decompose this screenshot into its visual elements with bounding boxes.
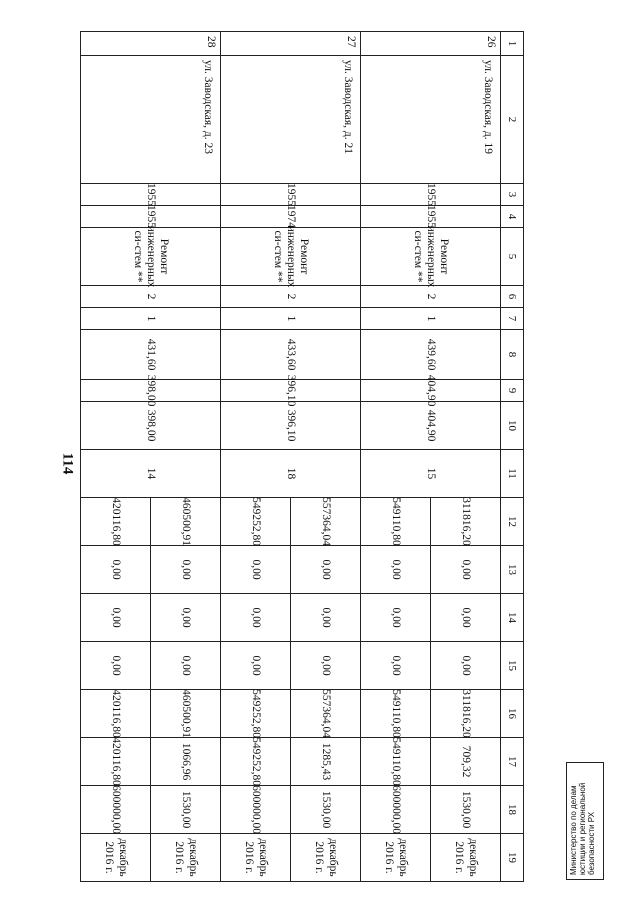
value-c17-cell: [431, 738, 501, 786]
value-c16: 549252,80: [250, 689, 263, 738]
value-c19: декабрь 2016 г.: [313, 838, 339, 877]
header-row: [501, 32, 524, 882]
column-number: 19: [501, 834, 524, 882]
value-c13: 0,00: [110, 559, 123, 580]
value-c6-cell: [81, 286, 221, 308]
value-c19: декабрь 2016 г.: [243, 838, 269, 877]
value-c10: 398,00: [145, 409, 158, 442]
value-c13-cell: [151, 546, 221, 594]
value-c15-cell: [361, 642, 431, 690]
value-c15: 0,00: [180, 655, 193, 676]
value-c14-cell: [361, 594, 431, 642]
value-c15-cell: [291, 642, 361, 690]
value-c14: 0,00: [110, 607, 123, 628]
address-cell: [81, 56, 221, 184]
value-c9-cell: [361, 374, 501, 407]
year-built: 1955: [145, 183, 158, 206]
value-c19-cell: [81, 834, 151, 882]
value-c18-cell: [221, 786, 291, 834]
value-c18: 1530,00: [460, 790, 473, 829]
column-number: 4: [501, 206, 524, 228]
year-2: 1955: [425, 205, 438, 228]
column-number: 5: [501, 228, 524, 286]
column-number: 1: [501, 32, 524, 56]
ministry-stamp: [566, 762, 604, 880]
value-c11: 15: [425, 467, 438, 480]
value-c19: декабрь 2016 г.: [453, 838, 479, 877]
value-c14-cell: [291, 594, 361, 642]
table-row: [431, 32, 501, 882]
year-built: 1955: [285, 183, 298, 206]
row-number: 28: [205, 36, 217, 48]
value-c7-cell: [221, 308, 361, 330]
value-c19-cell: [291, 834, 361, 882]
value-c15-cell: [81, 642, 151, 690]
value-c14-cell: [221, 594, 291, 642]
value-c10: 396,10: [285, 409, 298, 442]
value-c18: 600000,00: [250, 785, 263, 834]
value-c11-cell: [81, 450, 221, 498]
year-2-cell: [361, 206, 501, 228]
value-c9-cell: [81, 374, 221, 407]
address: ул. Заводская, д. 21: [342, 60, 354, 154]
value-c15: 0,00: [390, 655, 403, 676]
value-c19: декабрь 2016 г.: [383, 838, 409, 877]
value-c19-cell: [431, 834, 501, 882]
value-c13-cell: [291, 546, 361, 594]
value-c11: 14: [145, 467, 158, 480]
work-type-cell: [361, 225, 501, 288]
value-c15-cell: [151, 642, 221, 690]
work-type: Ремонт инженерных си-стем **: [271, 225, 311, 288]
table: [80, 31, 524, 882]
value-c16-cell: [221, 690, 291, 738]
address: ул. Заводская, д. 23: [202, 60, 214, 154]
year-built-cell: [361, 184, 501, 206]
value-c17: 709,32: [460, 745, 473, 778]
value-c15: 0,00: [110, 655, 123, 676]
year-built: 1955: [425, 183, 438, 206]
value-c11-cell: [221, 450, 361, 498]
value-c10-cell: [361, 402, 501, 450]
address-cell: [361, 56, 501, 184]
row-number-cell: [81, 32, 221, 56]
value-c18: 600000,00: [110, 785, 123, 834]
row-number: 27: [345, 36, 357, 48]
value-c16-cell: [431, 690, 501, 738]
value-c9: 404,90: [425, 374, 438, 407]
value-c17: 1066,96: [180, 742, 193, 781]
value-c16: 420116,80: [110, 689, 123, 738]
value-c17-cell: [81, 738, 151, 786]
value-c12: 420116,80: [110, 497, 123, 546]
value-c17: 420116,80: [110, 737, 123, 786]
value-c13: 0,00: [390, 559, 403, 580]
column-number: 12: [501, 498, 524, 546]
year-2: 1955: [145, 205, 158, 228]
value-c6: 2: [285, 293, 298, 300]
column-number: 16: [501, 690, 524, 738]
value-c7: 1: [145, 315, 158, 322]
value-c12-cell: [221, 498, 291, 546]
value-c16-cell: [151, 690, 221, 738]
register-table: [88, 31, 524, 881]
value-c13: 0,00: [320, 559, 333, 580]
value-c13: 0,00: [180, 559, 193, 580]
value-c8-cell: [221, 330, 361, 380]
value-c6: 2: [145, 293, 158, 300]
column-number: 10: [501, 402, 524, 450]
value-c8: 433,60: [285, 338, 298, 371]
value-c17-cell: [221, 738, 291, 786]
value-c7-cell: [81, 308, 221, 330]
address-cell: [221, 56, 361, 184]
column-number: 14: [501, 594, 524, 642]
column-number: 2: [501, 56, 524, 184]
row-number-cell: [221, 32, 361, 56]
year-built-cell: [81, 184, 221, 206]
value-c12-cell: [81, 498, 151, 546]
value-c16-cell: [81, 690, 151, 738]
column-number: 8: [501, 330, 524, 380]
column-number: 6: [501, 286, 524, 308]
value-c17: 1285,43: [320, 742, 333, 781]
value-c13-cell: [431, 546, 501, 594]
value-c15: 0,00: [320, 655, 333, 676]
year-2-cell: [81, 206, 221, 228]
work-type-cell: [81, 225, 221, 288]
value-c9: 398,00: [145, 374, 158, 407]
value-c11-cell: [361, 450, 501, 498]
value-c12-cell: [151, 498, 221, 546]
value-c18-cell: [291, 786, 361, 834]
value-c15-cell: [221, 642, 291, 690]
value-c16: 311816,20: [460, 689, 473, 738]
value-c14-cell: [431, 594, 501, 642]
year-2-cell: [221, 206, 361, 228]
rotated-table-container: [88, 31, 524, 881]
value-c13-cell: [81, 546, 151, 594]
value-c8: 439,60: [425, 338, 438, 371]
value-c10-cell: [221, 402, 361, 450]
value-c12: 549110,80: [390, 497, 403, 546]
value-c19: декабрь 2016 г.: [103, 838, 129, 877]
value-c18: 600000,00: [390, 785, 403, 834]
value-c9: 396,10: [285, 374, 298, 407]
value-c16-cell: [291, 690, 361, 738]
column-number: 9: [501, 380, 524, 402]
value-c14: 0,00: [320, 607, 333, 628]
value-c18-cell: [81, 786, 151, 834]
column-number: 15: [501, 642, 524, 690]
value-c18-cell: [431, 786, 501, 834]
work-type-cell: [221, 225, 361, 288]
value-c19-cell: [151, 834, 221, 882]
value-c6: 2: [425, 293, 438, 300]
stamp-line-2: юстиции и региональной: [578, 782, 588, 875]
value-c15-cell: [431, 642, 501, 690]
value-c6-cell: [221, 286, 361, 308]
year-2: 1974: [285, 205, 298, 228]
value-c17: 549110,80: [390, 737, 403, 786]
column-number: 3: [501, 184, 524, 206]
value-c13-cell: [361, 546, 431, 594]
column-number: 18: [501, 786, 524, 834]
page-number: 114: [59, 452, 76, 475]
value-c16: 460500,91: [180, 689, 193, 738]
value-c12: 460500,91: [180, 497, 193, 546]
row-number: 26: [485, 36, 497, 48]
value-c14: 0,00: [390, 607, 403, 628]
value-c15: 0,00: [250, 655, 263, 676]
stamp-line-1: Министерство по делам: [569, 785, 578, 875]
value-c8: 431,60: [145, 338, 158, 371]
value-c7: 1: [425, 315, 438, 322]
value-c6-cell: [361, 286, 501, 308]
work-type: Ремонт инженерных си-стем **: [131, 225, 171, 288]
value-c8-cell: [361, 330, 501, 380]
value-c16: 549110,80: [390, 689, 403, 738]
value-c12: 557364,04: [320, 497, 333, 546]
value-c19-cell: [361, 834, 431, 882]
value-c12-cell: [431, 498, 501, 546]
value-c17-cell: [291, 738, 361, 786]
value-c17-cell: [151, 738, 221, 786]
value-c11: 18: [285, 467, 298, 480]
value-c18: 1530,00: [320, 790, 333, 829]
value-c13: 0,00: [250, 559, 263, 580]
value-c18: 1530,00: [180, 790, 193, 829]
value-c19-cell: [221, 834, 291, 882]
value-c12-cell: [361, 498, 431, 546]
value-c15: 0,00: [460, 655, 473, 676]
value-c12: 311816,20: [460, 497, 473, 546]
year-built-cell: [221, 184, 361, 206]
value-c14: 0,00: [180, 607, 193, 628]
value-c18-cell: [361, 786, 431, 834]
column-number: 17: [501, 738, 524, 786]
value-c17-cell: [361, 738, 431, 786]
value-c14-cell: [151, 594, 221, 642]
column-number: 13: [501, 546, 524, 594]
value-c7-cell: [361, 308, 501, 330]
table-row: [151, 32, 221, 882]
value-c10-cell: [81, 402, 221, 450]
work-type: Ремонт инженерных си-стем **: [411, 225, 451, 288]
value-c13: 0,00: [460, 559, 473, 580]
value-c14: 0,00: [460, 607, 473, 628]
value-c10: 404,90: [425, 409, 438, 442]
value-c14-cell: [81, 594, 151, 642]
value-c12-cell: [291, 498, 361, 546]
table-row: [291, 32, 361, 882]
value-c17: 549252,80: [250, 737, 263, 786]
value-c19: декабрь 2016 г.: [173, 838, 199, 877]
row-number-cell: [361, 32, 501, 56]
value-c18-cell: [151, 786, 221, 834]
column-number: 11: [501, 450, 524, 498]
stamp-line-3: безопасности РХ: [587, 811, 597, 875]
value-c13-cell: [221, 546, 291, 594]
value-c16-cell: [361, 690, 431, 738]
address: ул. Заводская, д. 19: [482, 60, 494, 154]
value-c12: 549252,80: [250, 497, 263, 546]
column-number: 7: [501, 308, 524, 330]
value-c8-cell: [81, 330, 221, 380]
value-c9-cell: [221, 374, 361, 407]
value-c16: 557364,04: [320, 689, 333, 738]
value-c7: 1: [285, 315, 298, 322]
value-c14: 0,00: [250, 607, 263, 628]
